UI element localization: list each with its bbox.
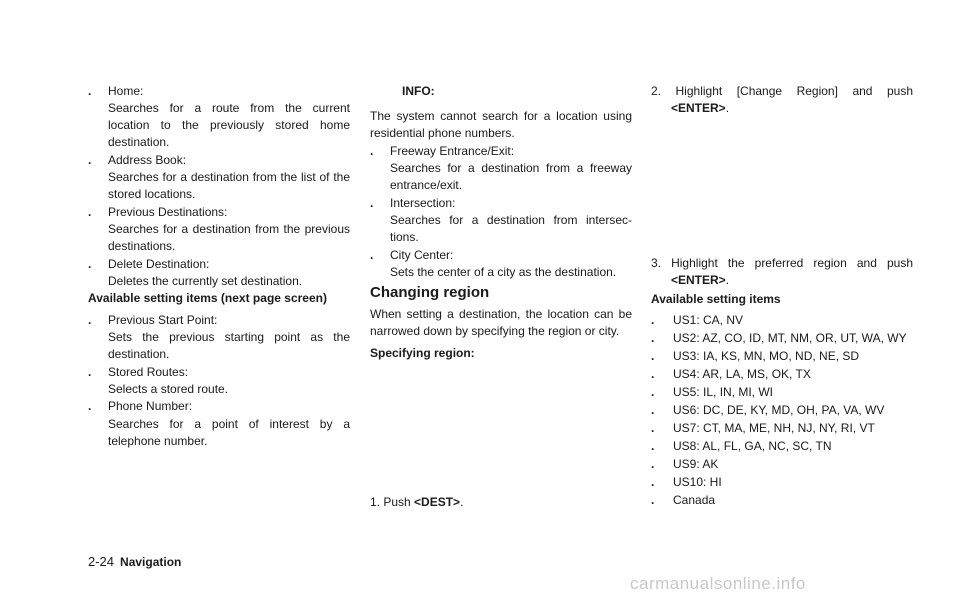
region-item: Canada bbox=[673, 493, 716, 507]
step-2-text: 2. Highlight [Change Region] and push bbox=[651, 84, 913, 98]
item-title: Previous Destinations: bbox=[108, 205, 228, 219]
watermark: carmanualsonline.info bbox=[630, 574, 806, 593]
item-title: Delete Destination: bbox=[108, 257, 210, 271]
step-3-text: 3. Highlight the preferred region and push bbox=[651, 256, 913, 270]
paragraph: narrowed down by specifying the region or city. bbox=[370, 324, 620, 338]
bullet: . bbox=[88, 399, 92, 413]
item-title: Stored Routes: bbox=[108, 365, 189, 379]
region-item: US7: CT, MA, ME, NH, NJ, NY, RI, VT bbox=[673, 421, 875, 435]
info-text: The system cannot search for a location using bbox=[370, 109, 632, 123]
page-footer bbox=[88, 553, 181, 571]
step-text: 1. Push bbox=[370, 495, 415, 509]
region-item: US8: AL, FL, GA, NC, SC, TN bbox=[673, 439, 832, 453]
subheading: Specifying region: bbox=[370, 346, 475, 360]
step-2-key bbox=[671, 100, 729, 117]
bullet: . bbox=[88, 205, 92, 219]
item-title: Phone Number: bbox=[108, 399, 193, 413]
item-desc: Searches for a destination from intersec- bbox=[390, 213, 632, 227]
item-desc: Deletes the currently set destination. bbox=[108, 274, 303, 288]
item-title: Previous Start Point: bbox=[108, 313, 218, 327]
item-desc: Searches for a destination from the previous bbox=[108, 222, 350, 236]
bullet: . bbox=[370, 248, 374, 262]
bullet: . bbox=[370, 144, 374, 158]
item-desc: stored locations. bbox=[108, 187, 196, 201]
item-desc: Sets the center of a city as the destination. bbox=[390, 265, 617, 279]
item-desc: tions. bbox=[390, 230, 419, 244]
bullet: . bbox=[370, 196, 374, 210]
step-text: . bbox=[725, 273, 730, 287]
region-item: US10: HI bbox=[673, 475, 722, 489]
bullet: . bbox=[88, 365, 92, 379]
item-desc: Sets the previous starting point as the bbox=[108, 330, 350, 344]
subheading: Available setting items bbox=[651, 292, 781, 306]
region-item: US3: IA, KS, MN, MO, ND, NE, SD bbox=[673, 349, 860, 363]
bullet: . bbox=[88, 313, 92, 327]
item-title: Address Book: bbox=[108, 153, 187, 167]
bullet: . bbox=[88, 84, 92, 98]
step-text: . bbox=[725, 101, 730, 115]
region-item: US2: AZ, CO, ID, MT, NM, OR, UT, WA, WY bbox=[673, 331, 907, 345]
region-item: US9: AK bbox=[673, 457, 719, 471]
item-desc: telephone number. bbox=[108, 434, 208, 448]
item-title: Intersection: bbox=[390, 196, 456, 210]
item-desc: destinations. bbox=[108, 239, 176, 253]
bullet: . bbox=[88, 257, 92, 271]
paragraph: When setting a destination, the location can be bbox=[370, 307, 632, 321]
info-text: residential phone numbers. bbox=[370, 126, 515, 140]
item-desc: location to the previously stored home bbox=[108, 118, 350, 132]
item-title: City Center: bbox=[390, 248, 454, 262]
item-desc: Searches for a destination from a freeway bbox=[390, 161, 632, 175]
item-desc: Selects a stored route. bbox=[108, 382, 229, 396]
item-desc: Searches for a point of interest by a bbox=[108, 417, 350, 431]
region-item: US1: CA, NV bbox=[673, 313, 744, 327]
item-title: Freeway Entrance/Exit: bbox=[390, 144, 515, 158]
item-desc: Searches for a route from the current bbox=[108, 101, 350, 115]
item-desc: destination. bbox=[108, 347, 170, 361]
info-title: INFO: bbox=[402, 84, 435, 98]
step-text: . bbox=[460, 495, 464, 509]
subheading: Available setting items (next page screen) bbox=[88, 291, 327, 305]
key-label: <ENTER> bbox=[671, 273, 726, 287]
section-name: Navigation bbox=[120, 555, 182, 569]
section-heading: Changing region bbox=[370, 284, 490, 301]
region-item: US4: AR, LA, MS, OK, TX bbox=[673, 367, 811, 381]
region-item: US5: IL, IN, MI, WI bbox=[673, 385, 774, 399]
step-3-key bbox=[671, 272, 729, 289]
item-desc: entrance/exit. bbox=[390, 178, 463, 192]
item-desc: Searches for a destination from the list of the bbox=[108, 170, 350, 184]
item-desc: destination. bbox=[108, 135, 170, 149]
key-label: <DEST> bbox=[414, 495, 461, 509]
bullet: . bbox=[88, 153, 92, 167]
key-label: <ENTER> bbox=[671, 101, 726, 115]
page-number: 2-24 bbox=[88, 554, 115, 569]
item-title: Home: bbox=[108, 84, 144, 98]
step-1 bbox=[370, 494, 463, 511]
region-item: US6: DC, DE, KY, MD, OH, PA, VA, WV bbox=[673, 403, 885, 417]
